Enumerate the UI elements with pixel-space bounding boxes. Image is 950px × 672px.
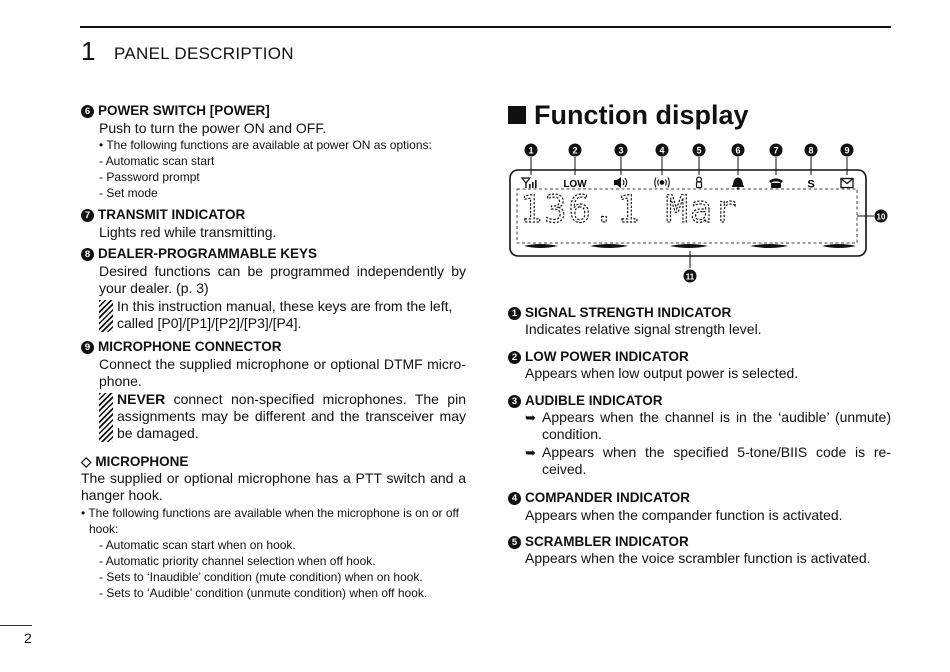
compander-title: COMPANDER INDICATOR	[525, 490, 690, 505]
callout-6-icon	[732, 144, 745, 157]
callout-8-icon	[805, 144, 818, 157]
soft-key-bars	[524, 244, 856, 248]
transmit-title: TRANSMIT INDICATOR	[98, 207, 246, 222]
svg-text:1: 1	[528, 145, 534, 156]
audible-bullet	[525, 409, 891, 443]
compander-heading	[508, 489, 690, 506]
low-power-heading	[508, 348, 689, 365]
transmit-desc: Lights red while transmitting.	[99, 224, 277, 240]
chapter-number: 1	[81, 36, 96, 66]
note-hatch-icon	[99, 300, 113, 332]
arrow-bullet-icon: ➥	[525, 445, 536, 460]
callout-7-icon: 7	[81, 209, 94, 222]
microphone-heading	[81, 453, 188, 470]
envelope-icon	[841, 179, 853, 188]
signal-strength-title: SIGNAL STRENGTH INDICATOR	[525, 305, 732, 320]
callout-11-icon	[684, 270, 697, 283]
warning-bold-text: NEVER	[117, 391, 166, 407]
soft-key-bar-1	[590, 244, 628, 248]
chapter-title: PANEL DESCRIPTION	[114, 44, 294, 63]
power-switch-title: POWER SWITCH [POWER]	[98, 103, 270, 118]
svg-text:9: 9	[844, 145, 850, 156]
microphone-item: - Sets to ‘Inaudible’ condition (mute condition) when on hook.	[99, 570, 423, 584]
audible-bullet-text: Appears when the channel is in the ‘audible’ (unmute) condition.	[542, 409, 891, 442]
scrambler-heading	[508, 533, 689, 550]
function-display-title	[508, 99, 749, 131]
soft-key-bar-2	[670, 244, 708, 248]
audible-title: AUDIBLE INDICATOR	[525, 393, 663, 408]
callout-3-icon: 3	[508, 395, 521, 408]
callout-3-icon	[615, 144, 628, 157]
callout-6-icon: 6	[81, 105, 94, 118]
transmit-heading	[81, 206, 245, 223]
svg-text:8: 8	[808, 145, 814, 156]
callout-4-icon	[656, 144, 669, 157]
function-display-title-text: Function display	[534, 100, 749, 130]
microphone-desc: The supplied or optional microphone has a PTT switch and a hanger hook.	[81, 470, 466, 503]
callout-8-icon: 8	[81, 248, 94, 261]
lcd-readout-text: 136.1 Mar	[520, 188, 739, 231]
svg-text:2: 2	[572, 145, 578, 156]
microphone-item: - Automatic scan start when on hook.	[99, 538, 296, 552]
callout-9-icon: 9	[81, 341, 94, 354]
compander-icon	[655, 178, 670, 188]
signal-strength-icon	[522, 178, 537, 188]
s-indicator-label: S	[807, 178, 815, 191]
callout-2-icon	[569, 144, 582, 157]
scrambler-desc: Appears when the voice scrambler function is activated.	[525, 550, 871, 566]
signal-strength-desc: Indicates relative signal strength level.	[525, 321, 762, 337]
audible-bullet	[525, 444, 891, 478]
svg-text:3: 3	[618, 145, 624, 156]
audible-heading	[508, 392, 663, 409]
soft-key-bar-4	[822, 244, 856, 248]
power-switch-heading	[81, 102, 270, 119]
warning-text: connect non-specified microphones. The pin assignments may be different and the transceiver may be damaged.	[117, 391, 466, 441]
microphone-note: • The following functions are available when the microphone is on or off hook:	[81, 506, 459, 536]
low-power-label: LOW	[563, 179, 587, 190]
compander-desc: Appears when the compander function is activated.	[525, 507, 843, 523]
low-power-desc: Appears when low output power is selected.	[525, 365, 799, 381]
page-number: 2	[24, 630, 32, 646]
audible-bullet-text: Appears when the specified 5-tone/BIIS code is re-ceived.	[542, 444, 891, 477]
header-rule	[80, 26, 891, 28]
microphone-item: - Automatic priority channel selection when off hook.	[99, 554, 376, 568]
warning-hatch-icon	[99, 393, 113, 442]
mic-connector-title: MICROPHONE CONNECTOR	[98, 339, 282, 354]
mic-connector-heading	[81, 338, 282, 355]
mic-connector-desc: Connect the supplied microphone or optional DTMF micro-phone.	[99, 356, 466, 389]
soft-key-bar-3	[750, 244, 788, 248]
telephone-icon	[769, 179, 783, 189]
callout-10-icon	[875, 210, 888, 223]
power-option: - Password prompt	[99, 170, 200, 184]
dealer-keys-title: DEALER-PROGRAMMABLE KEYS	[98, 246, 318, 261]
callout-1-icon: 1	[508, 307, 521, 320]
svg-text:4: 4	[659, 145, 665, 156]
square-bullet-icon	[508, 106, 526, 124]
dealer-keys-heading	[81, 245, 317, 262]
power-switch-note: • The following functions are available at power ON as options:	[99, 138, 432, 152]
svg-text:5: 5	[696, 145, 702, 156]
svg-text:6: 6	[735, 145, 741, 156]
callout-1-icon	[525, 144, 538, 157]
callout-7-icon	[770, 144, 783, 157]
svg-text:7: 7	[773, 145, 779, 156]
signal-strength-heading	[508, 304, 731, 321]
dealer-keys-desc: Desired functions can be programmed independently by your dealer. (p. 3)	[99, 263, 466, 296]
svg-text:11: 11	[685, 272, 695, 282]
speaker-icon	[614, 177, 627, 188]
power-option: - Automatic scan start	[99, 154, 215, 168]
arrow-bullet-icon: ➥	[525, 410, 536, 425]
dealer-keys-note: In this instruction manual, these keys are from the left, called [P0]/[P1]/[P2]/[P3]/[P4].	[117, 298, 453, 331]
scrambler-title: SCRAMBLER INDICATOR	[525, 534, 689, 549]
low-power-title: LOW POWER INDICATOR	[525, 349, 689, 364]
diamond-icon: ◇	[81, 454, 92, 469]
microphone-item: - Sets to ‘Audible’ condition (unmute condition) when off hook.	[99, 586, 428, 600]
callout-5-icon	[693, 144, 706, 157]
page-number-rule	[0, 625, 32, 626]
callout-2-icon: 2	[508, 351, 521, 364]
power-option: - Set mode	[99, 186, 158, 200]
mic-connector-warning	[117, 391, 466, 442]
callout-4-icon: 4	[508, 492, 521, 505]
soft-key-bar-0	[524, 244, 558, 248]
callout-5-icon: 5	[508, 536, 521, 549]
svg-text:10: 10	[876, 212, 886, 222]
power-switch-desc: Push to turn the power ON and OFF.	[99, 120, 327, 136]
function-display-diagram	[500, 138, 900, 288]
scrambler-icon	[697, 177, 702, 187]
callout-9-icon	[841, 144, 854, 157]
microphone-title: MICROPHONE	[95, 454, 189, 469]
